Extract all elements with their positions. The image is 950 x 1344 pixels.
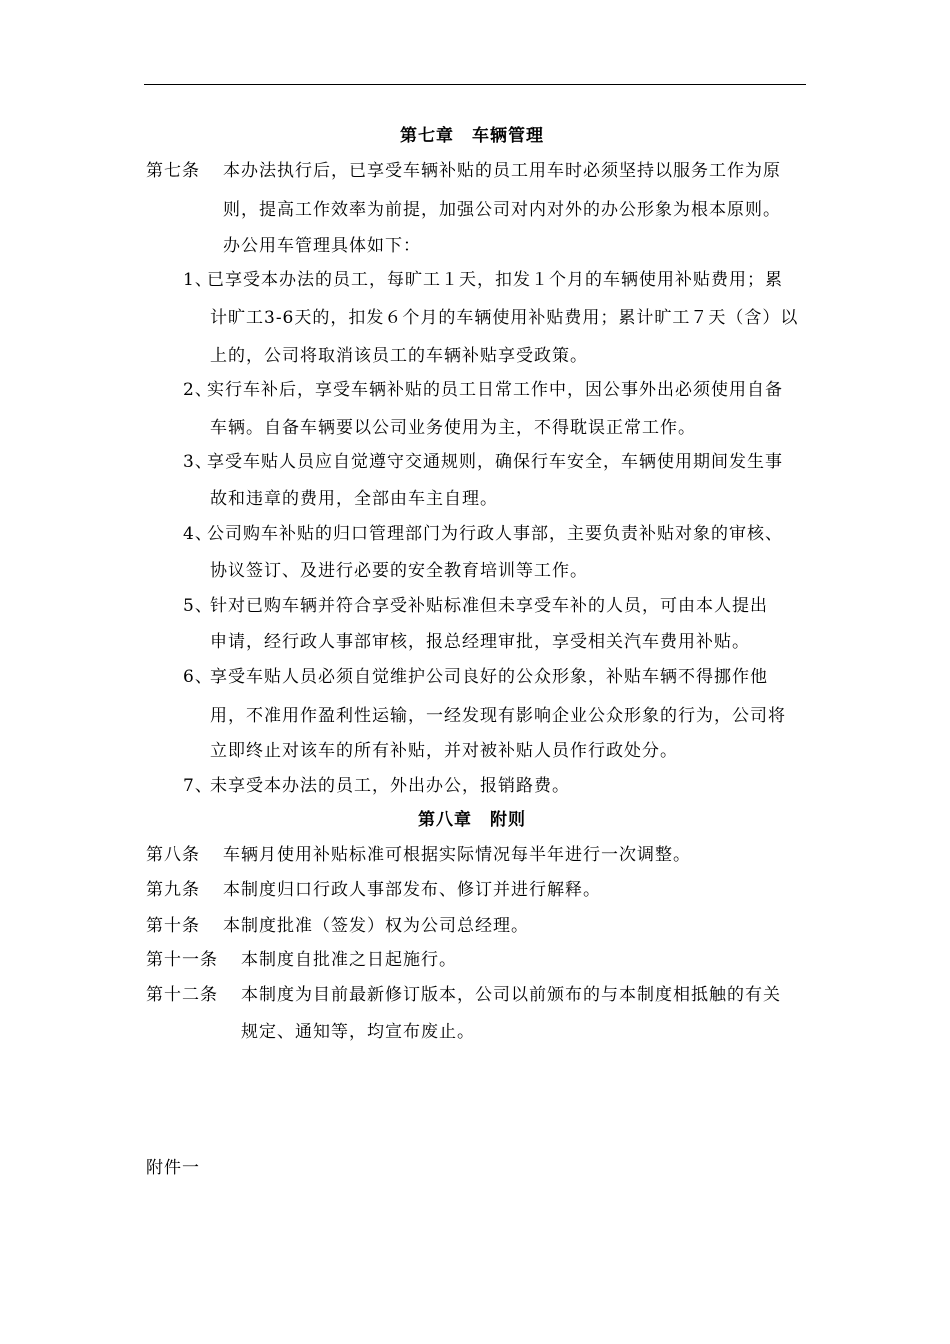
- item-1-line-3: 上的，公司将取消该员工的车辆补贴享受政策。: [210, 346, 588, 366]
- article-7-line-1: 本办法执行后，已享受车辆补贴的员工用车时必须坚持以服务工作为原: [223, 161, 781, 181]
- item-4-number: 4、: [183, 524, 213, 544]
- article-11-label: 第十一条: [146, 950, 218, 970]
- item-7-line-1: 未享受本办法的员工，外出办公，报销路费。: [210, 776, 570, 796]
- chapter-7-title: 第七章 车辆管理: [400, 126, 544, 146]
- article-7-line-3: 办公用车管理具体如下：: [223, 236, 421, 256]
- item-5-number: 5、: [183, 596, 213, 616]
- item-2-number: 2、: [183, 380, 213, 400]
- item-6-line-3: 立即终止对该车的所有补贴，并对被补贴人员作行政处分。: [210, 741, 678, 761]
- article-9-line-1: 本制度归口行政人事部发布、修订并进行解释。: [223, 880, 601, 900]
- item-3-line-2: 故和违章的费用，全部由车主自理。: [210, 489, 498, 509]
- item-5-line-2: 申请，经行政人事部审核，报总经理审批，享受相关汽车费用补贴。: [210, 632, 750, 652]
- item-6-line-1: 享受车贴人员必须自觉维护公司良好的公众形象，补贴车辆不得挪作他: [210, 667, 768, 687]
- article-7-line-2: 则，提高工作效率为前提，加强公司对内对外的办公形象为根本原则。: [223, 200, 781, 220]
- item-6-line-2: 用，不准用作盈利性运输，一经发现有影响企业公众形象的行为，公司将: [210, 706, 786, 726]
- article-8-line-1: 车辆月使用补贴标准可根据实际情况每半年进行一次调整。: [223, 845, 691, 865]
- article-12-line-2: 规定、通知等，均宣布废止。: [241, 1022, 475, 1042]
- article-7-label: 第七条: [146, 161, 200, 181]
- item-5-line-1: 针对已购车辆并符合享受补贴标准但未享受车补的人员，可由本人提出: [210, 596, 768, 616]
- item-1-line-1: 已享受本办法的员工，每旷工１天，扣发１个月的车辆使用补贴费用；累: [207, 270, 783, 290]
- article-9-label: 第九条: [146, 880, 200, 900]
- item-4-line-2: 协议签订、及进行必要的安全教育培训等工作。: [210, 561, 588, 581]
- article-10-line-1: 本制度批准（签发）权为公司总经理。: [223, 916, 529, 936]
- chapter-8-title: 第八章 附则: [418, 810, 526, 830]
- article-8-label: 第八条: [146, 845, 200, 865]
- item-2-line-2: 车辆。自备车辆要以公司业务使用为主，不得耽误正常工作。: [210, 418, 696, 438]
- article-10-label: 第十条: [146, 916, 200, 936]
- article-11-line-1: 本制度自批准之日起施行。: [241, 950, 457, 970]
- item-1-line-2: 计旷工3-6天的，扣发６个月的车辆使用补贴费用；累计旷工７天（含）以: [210, 308, 799, 328]
- item-6-number: 6、: [183, 667, 213, 687]
- article-12-label: 第十二条: [146, 985, 218, 1005]
- item-1-number: 1、: [183, 270, 213, 290]
- item-3-line-1: 享受车贴人员应自觉遵守交通规则，确保行车安全，车辆使用期间发生事: [207, 452, 783, 472]
- item-4-line-1: 公司购车补贴的归口管理部门为行政人事部，主要负责补贴对象的审核、: [207, 524, 783, 544]
- header-rule: [144, 84, 806, 85]
- item-7-number: 7、: [183, 776, 213, 796]
- article-12-line-1: 本制度为目前最新修订版本，公司以前颁布的与本制度相抵触的有关: [241, 985, 781, 1005]
- item-2-line-1: 实行车补后，享受车辆补贴的员工日常工作中，因公事外出必须使用自备: [207, 380, 783, 400]
- item-3-number: 3、: [183, 452, 213, 472]
- attachment-label: 附件一: [146, 1158, 200, 1178]
